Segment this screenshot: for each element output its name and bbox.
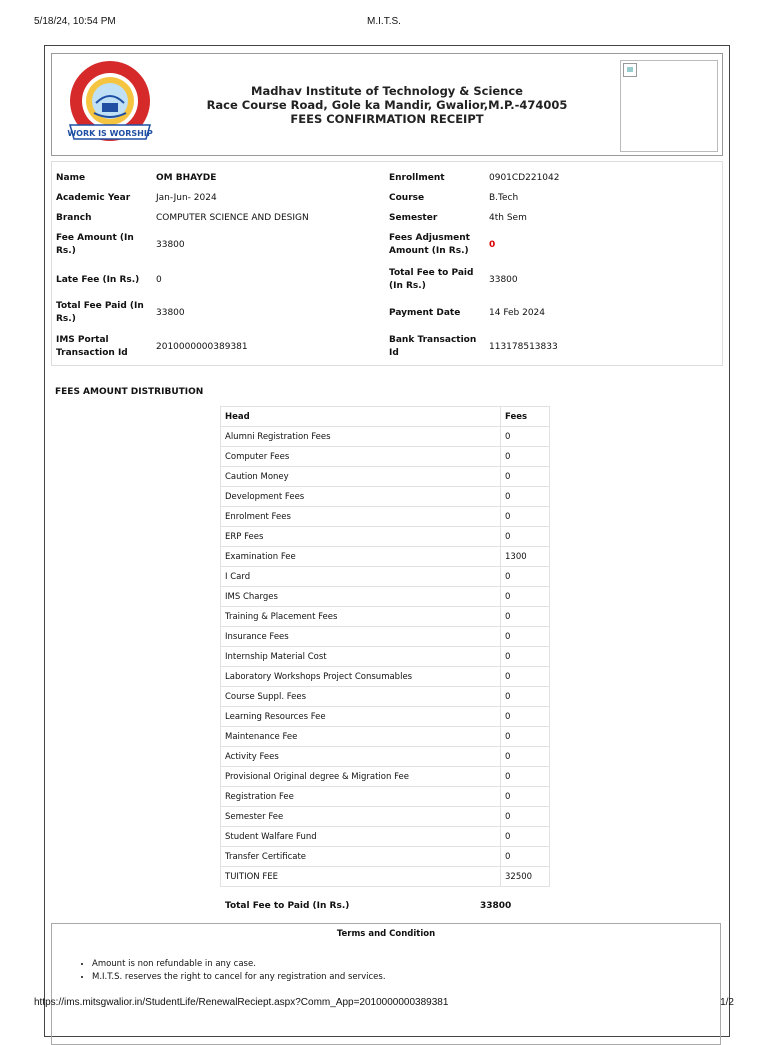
table-row xyxy=(221,667,550,687)
total-fee-to-paid-value: 33800 xyxy=(489,275,518,285)
name-label: Name xyxy=(56,173,86,183)
fee-head-cell: Caution Money xyxy=(221,467,501,487)
table-row xyxy=(221,647,550,667)
fee-head-cell: Course Suppl. Fees xyxy=(221,687,501,707)
table-row xyxy=(221,487,550,507)
table-row xyxy=(221,427,550,447)
grand-total-label: Total Fee to Paid (In Rs.) xyxy=(225,901,350,911)
fees-adjustment-value: 0 xyxy=(489,240,496,250)
table-row xyxy=(221,707,550,727)
table-row xyxy=(221,527,550,547)
fee-amount-cell: 0 xyxy=(501,667,550,687)
enrollment-value: 0901CD221042 xyxy=(489,173,560,183)
fee-amount-cell: 0 xyxy=(501,467,550,487)
fee-head-cell: Insurance Fees xyxy=(221,627,501,647)
table-row xyxy=(221,807,550,827)
fee-head-cell: Maintenance Fee xyxy=(221,727,501,747)
fee-amount-cell: 0 xyxy=(501,607,550,627)
institute-name: Madhav Institute of Technology & Science xyxy=(251,84,523,98)
total-fee-paid-label xyxy=(56,300,144,326)
receipt-frame xyxy=(44,45,730,1037)
fee-head-cell: IMS Charges xyxy=(221,587,501,607)
fee-head-cell: Activity Fees xyxy=(221,747,501,767)
receipt-title: FEES CONFIRMATION RECEIPT xyxy=(290,112,484,126)
late-fee-label: Late Fee (In Rs.) xyxy=(56,275,140,285)
fee-amount-cell: 0 xyxy=(501,427,550,447)
fee-head-cell: Laboratory Workshops Project Consumables xyxy=(221,667,501,687)
print-datetime: 5/18/24, 10:54 PM xyxy=(34,16,116,27)
late-fee-value: 0 xyxy=(156,275,162,285)
fee-head-cell: Examination Fee xyxy=(221,547,501,567)
fee-head-cell: Enrolment Fees xyxy=(221,507,501,527)
fee-amount-cell: 0 xyxy=(501,827,550,847)
bank-transaction-label xyxy=(389,334,476,360)
terms-title: Terms and Condition xyxy=(336,929,436,939)
table-row xyxy=(221,547,550,567)
fee-amount-cell: 0 xyxy=(501,687,550,707)
fee-head-cell: ERP Fees xyxy=(221,527,501,547)
fee-amount-cell: 0 xyxy=(501,587,550,607)
ims-transaction-value: 2010000000389381 xyxy=(156,342,248,352)
fee-amount-cell: 0 xyxy=(501,707,550,727)
fee-amount-cell: 0 xyxy=(501,767,550,787)
print-url: https://ims.mitsgwalior.in/StudentLife/RenewalReciept.aspx?Comm_App=2010000000389381 xyxy=(34,997,449,1008)
table-row xyxy=(221,687,550,707)
fees-adjustment-label-line1: Fees Adjusment xyxy=(389,233,470,243)
branch-value: COMPUTER SCIENCE AND DESIGN xyxy=(156,213,309,223)
table-row xyxy=(221,827,550,847)
print-header xyxy=(34,16,734,27)
enrollment-label: Enrollment xyxy=(389,173,445,183)
ims-transaction-label-line2: Transaction Id xyxy=(56,348,128,358)
fee-amount-cell: 0 xyxy=(501,787,550,807)
table-row xyxy=(221,747,550,767)
ims-transaction-label xyxy=(56,334,128,360)
branch-label: Branch xyxy=(56,213,92,223)
fee-amount-cell: 0 xyxy=(501,847,550,867)
fee-head-cell: Internship Material Cost xyxy=(221,647,501,667)
fee-amount-cell: 0 xyxy=(501,447,550,467)
bank-transaction-label-line1: Bank Transaction xyxy=(389,335,477,345)
academic-year-value: Jan-Jun- 2024 xyxy=(156,193,217,203)
column-header-head: Head xyxy=(221,407,501,427)
total-fee-paid-label-line2: Rs.) xyxy=(56,314,76,324)
bank-transaction-label-line2: Id xyxy=(389,348,399,358)
semester-value: 4th Sem xyxy=(489,213,527,223)
fee-head-cell: TUITION FEE xyxy=(221,867,501,887)
fee-head-cell: Registration Fee xyxy=(221,787,501,807)
logo-motto: WORK IS WORSHIP xyxy=(67,129,153,138)
fee-amount-cell: 0 xyxy=(501,647,550,667)
terms-item: • Amount is non refundable in any case. xyxy=(92,959,720,969)
fee-head-cell: Development Fees xyxy=(221,487,501,507)
print-title: M.I.T.S. xyxy=(367,16,401,27)
terms-list xyxy=(52,959,720,982)
table-row xyxy=(221,867,550,887)
distribution-title: FEES AMOUNT DISTRIBUTION xyxy=(55,387,204,397)
fee-head-cell: Semester Fee xyxy=(221,807,501,827)
fees-distribution-table xyxy=(220,406,550,887)
total-fee-to-paid-label xyxy=(389,267,473,293)
broken-image-icon xyxy=(623,63,637,77)
table-row xyxy=(221,507,550,527)
fee-amount-value: 33800 xyxy=(156,240,185,250)
fee-amount-cell: 0 xyxy=(501,747,550,767)
fee-amount-cell: 1300 xyxy=(501,547,550,567)
table-row xyxy=(221,847,550,867)
payment-date-value: 14 Feb 2024 xyxy=(489,308,546,318)
institute-logo xyxy=(66,59,158,147)
column-header-fees: Fees xyxy=(501,407,550,427)
print-footer xyxy=(34,997,734,1008)
student-details xyxy=(51,161,723,366)
student-photo xyxy=(620,60,718,152)
terms-box xyxy=(51,923,721,1045)
course-label: Course xyxy=(389,193,425,203)
total-fee-paid-value: 33800 xyxy=(156,308,185,318)
total-fee-paid-label-line1: Total Fee Paid (In xyxy=(56,301,144,311)
ims-transaction-label-line1: IMS Portal xyxy=(56,335,109,345)
fee-head-cell: Training & Placement Fees xyxy=(221,607,501,627)
institute-address: Race Course Road, Gole ka Mandir, Gwalior,M.P.-474005 xyxy=(206,98,568,112)
semester-label: Semester xyxy=(389,213,438,223)
print-page-number: 1/2 xyxy=(720,997,734,1008)
table-row xyxy=(221,607,550,627)
table-row xyxy=(221,627,550,647)
payment-date-label: Payment Date xyxy=(389,308,461,318)
fee-head-cell: Provisional Original degree & Migration Fee xyxy=(221,767,501,787)
fee-amount-label-line2: Rs.) xyxy=(56,246,76,256)
fee-amount-label xyxy=(56,232,134,258)
fee-amount-cell: 0 xyxy=(501,807,550,827)
table-row xyxy=(221,467,550,487)
course-value: B.Tech xyxy=(489,193,519,203)
fee-amount-cell: 0 xyxy=(501,487,550,507)
fee-amount-cell: 0 xyxy=(501,727,550,747)
fee-amount-cell: 0 xyxy=(501,567,550,587)
bank-transaction-value: 113178513833 xyxy=(489,342,558,352)
fee-amount-label-line1: Fee Amount (In xyxy=(56,233,134,243)
grand-total-value: 33800 xyxy=(480,901,512,911)
table-row xyxy=(221,567,550,587)
fee-amount-cell: 32500 xyxy=(501,867,550,887)
fee-head-cell: Computer Fees xyxy=(221,447,501,467)
fees-adjustment-label xyxy=(389,232,470,258)
terms-item: • M.I.T.S. reserves the right to cancel for any registration and services. xyxy=(92,972,720,982)
table-header-row xyxy=(221,407,550,427)
fee-head-cell: Learning Resources Fee xyxy=(221,707,501,727)
table-row xyxy=(221,587,550,607)
institute-block xyxy=(192,84,582,126)
fee-amount-cell: 0 xyxy=(501,527,550,547)
fee-head-cell: Alumni Registration Fees xyxy=(221,427,501,447)
fee-head-cell: Student Walfare Fund xyxy=(221,827,501,847)
fee-amount-cell: 0 xyxy=(501,507,550,527)
academic-year-label: Academic Year xyxy=(56,193,131,203)
table-row xyxy=(221,727,550,747)
fee-head-cell: Transfer Certificate xyxy=(221,847,501,867)
receipt-header xyxy=(51,53,723,156)
total-fee-to-paid-label-line1: Total Fee to Paid xyxy=(389,268,474,278)
total-fee-to-paid-label-line2: (In Rs.) xyxy=(389,281,426,291)
table-row xyxy=(221,447,550,467)
name-value: OM BHAYDE xyxy=(156,173,217,183)
table-row xyxy=(221,767,550,787)
fees-adjustment-label-line2: Amount (In Rs.) xyxy=(389,246,469,256)
fee-amount-cell: 0 xyxy=(501,627,550,647)
table-row xyxy=(221,787,550,807)
fee-head-cell: I Card xyxy=(221,567,501,587)
